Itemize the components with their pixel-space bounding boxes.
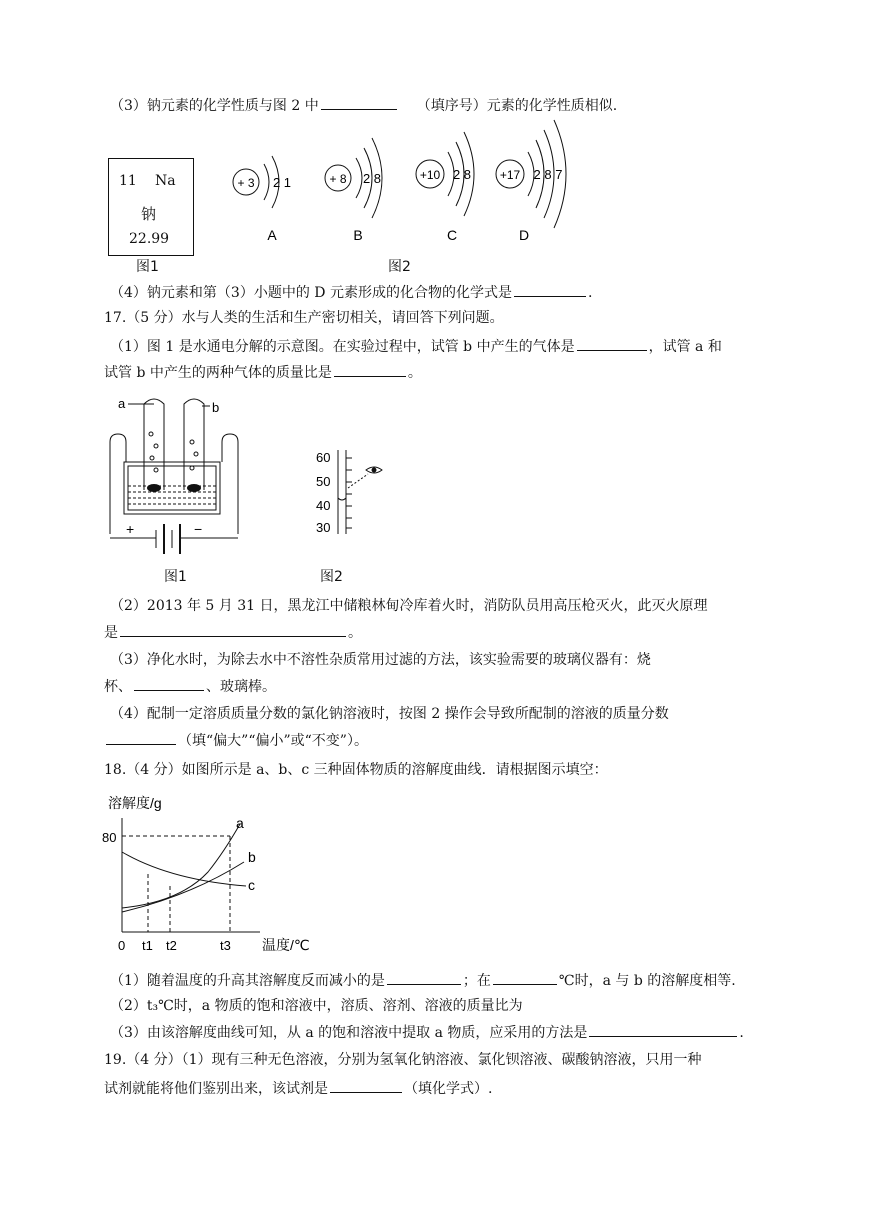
curve-b [122,862,244,912]
answer-blank[interactable] [387,970,461,985]
y-axis-label: 溶解度/g [108,795,162,811]
atom-c-shells: 2 8 [452,167,472,182]
answer-blank[interactable] [120,622,346,637]
answer-blank[interactable] [321,95,397,110]
atom-a-shells: 2 1 [272,175,292,190]
q18-2-line: （2）t₃℃时，a 物质的饱和溶液中，溶质、溶剂、溶液的质量比为 [110,998,523,1014]
q17-1b-text: 试管 b 中产生的两种气体的质量比是 [104,365,332,381]
q18-1-text-mid: ；在 [462,973,491,989]
y-tick-80: 80 [102,830,117,845]
atomic-mass: 22.99 [129,231,170,247]
minus-sign: − [194,521,203,537]
q17-4b-line [104,730,368,751]
atom-c [416,132,474,243]
q17-3b-line [104,676,276,697]
series-b-label: b [248,849,256,865]
atom-d [496,120,566,243]
q16-4-line [110,282,592,303]
tube-a-label: a [118,396,126,411]
cylinder-tick-40: 40 [316,498,331,513]
solubility-chart [100,790,320,960]
q17-1a-text: （1）图 1 是水通电分解的示意图。在实验过程中，试管 b 中产生的气体是 [110,339,575,355]
curve-c [122,852,246,886]
series-c-label: c [248,877,255,893]
answer-blank[interactable] [134,676,204,691]
atom-b-label: B [353,227,363,243]
q17-3b-text-post: 、玻璃棒。 [206,679,276,695]
q17-heading: 17.（5 分）水与人类的生活和生产密切相关，请回答下列问题。 [104,310,504,326]
answer-blank[interactable] [493,970,557,985]
q18-heading: 18.（4 分）如图所示是 a、b、c 三种固体物质的溶解度曲线．请根据图示填空： [104,762,608,778]
fig2-label-cylinder: 图2 [320,569,343,585]
q17-2b-text: 是 [104,625,118,641]
atom-d-nucleus: +17 [499,168,521,182]
plus-sign: + [126,521,135,537]
x-tick-t1: t1 [142,938,153,953]
x-tick-t2: t2 [166,938,177,953]
fig1-label-water: 图1 [164,569,187,585]
q16-3-line [110,95,617,116]
q17-2a-line: （2）2013 年 5 月 31 日，黑龙江中储粮林甸冷库着火时，消防队员用高压枪灭火，此灭火原理 [110,598,708,614]
x-tick-t3: t3 [220,938,231,953]
q18-1-line [110,970,736,991]
q16-4-text-post: . [587,285,593,301]
q16-3-text-post: （填序号）元素的化学性质相似. [416,98,618,114]
q17-1a-text-post: ，试管 a 和 [648,339,722,355]
x-axis-label: 温度/℃ [262,937,310,953]
q19a-line: 19.（4 分）（1）现有三种无色溶液，分别为氢氧化钠溶液、氯化钡溶液、碳酸钠溶液，只用一种 [104,1052,702,1068]
answer-blank[interactable] [514,282,586,297]
q17-4b-text-post: （填“偏大”“偏小”或“不变”）。 [178,733,368,749]
q16-4-text: （4）钠元素和第（3）小题中的 D 元素形成的化合物的化学式是 [110,285,512,301]
element-card [108,158,194,256]
cylinder-tick-30: 30 [316,520,331,535]
answer-blank[interactable] [106,730,176,745]
q17-2b-line [104,622,362,643]
q18-1-text: （1）随着温度的升高其溶解度反而减小的是 [110,973,385,989]
series-a-label: a [236,815,244,831]
tube-b-label: b [212,400,220,415]
q19b-text-post: （填化学式）. [404,1081,493,1097]
atom-a-nucleus: + 3 [237,176,255,190]
fig2-label: 图2 [388,259,411,275]
measuring-cylinder [312,448,392,536]
cylinder-tick-50: 50 [316,474,331,489]
q18-1-text-post: ℃时，a 与 b 的溶解度相等. [558,973,736,989]
q17-1a-line [110,336,722,357]
answer-blank[interactable] [589,1022,737,1037]
electrolysis-diagram [106,394,246,564]
atom-b-nucleus: + 8 [329,172,347,186]
q17-3b-text: 杯、 [104,679,132,695]
answer-blank[interactable] [330,1078,402,1093]
atom-b-shells: 2 8 [362,171,382,186]
q17-3a-line: （3）净化水时，为除去水中不溶性杂质常用过滤的方法，该实验需要的玻璃仪器有：烧 [110,652,651,668]
element-name: 钠 [141,205,157,223]
curve-a [122,824,240,908]
q17-4a-line: （4）配制一定溶质质量分数的氯化钠溶液时，按图 2 操作会导致所配制的溶液的质量分数 [110,706,669,722]
atom-b [325,138,382,243]
q18-3-text: （3）由该溶解度曲线可知，从 a 的饱和溶液中提取 a 物质，应采用的方法是 [110,1025,588,1041]
atom-a [233,156,291,243]
element-symbol: Na [155,173,176,189]
atom-d-shells: 2 8 7 [533,167,563,182]
atom-c-nucleus: +10 [419,168,441,182]
atom-diagrams [220,118,600,252]
answer-blank[interactable] [577,336,647,351]
atomic-number: 11 [119,173,137,189]
q16-3-text: （3）钠元素的化学性质与图 2 中 [110,98,319,114]
q19b-text: 试剂就能将他们鉴别出来，该试剂是 [104,1081,328,1097]
atom-d-label: D [518,227,530,243]
atom-c-label: C [446,227,458,243]
q18-3-line [110,1022,744,1043]
q17-1b-line [104,362,422,383]
cylinder-tick-60: 60 [316,450,331,465]
x-tick-0: 0 [118,938,126,953]
q17-2b-text-post: 。 [348,625,362,641]
fig1-label: 图1 [136,259,159,275]
q18-3-text-post: . [739,1025,744,1041]
q19b-line [104,1078,492,1099]
answer-blank[interactable] [334,362,406,377]
q17-1b-text-post: 。 [407,365,422,381]
atom-a-label: A [267,227,277,243]
